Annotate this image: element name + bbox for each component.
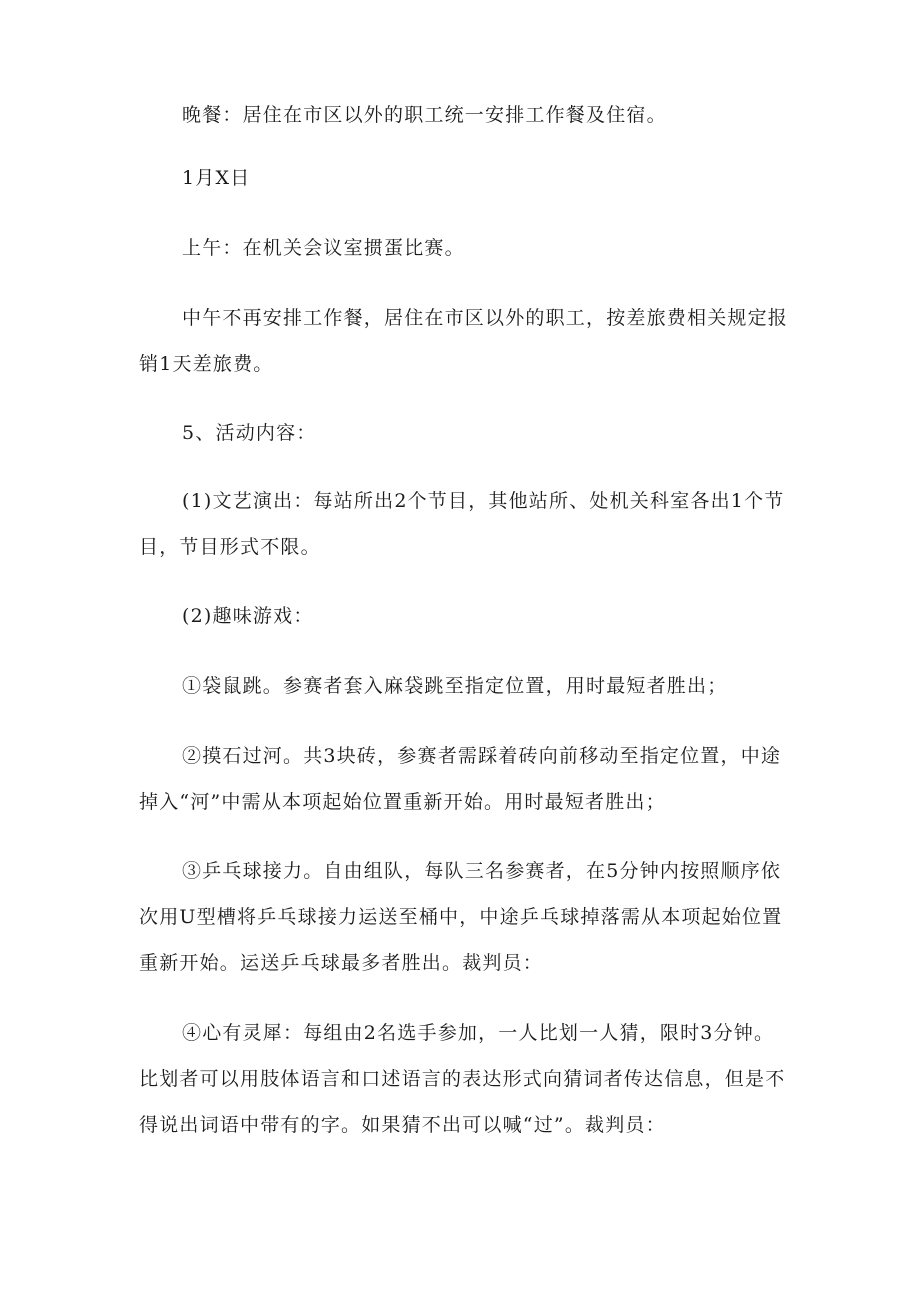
list-item-game-1: ①袋鼠跳。参赛者套入麻袋跳至指定位置，用时最短者胜出； bbox=[182, 675, 728, 697]
paragraph-performance: (1)文艺演出：每站所出2个节目，其他站所、处机关科室各出1个节目，节目形式不限。 bbox=[139, 490, 785, 558]
list-item-game-2: ②摸石过河。共3块砖，参赛者需踩着砖向前移动至指定位置，中途掉入“河”中需从本项起始位置重新开始。用时最短者胜出； bbox=[139, 745, 782, 813]
section-heading-activity-content: 5、活动内容： bbox=[182, 422, 317, 444]
paragraph-date: 1月X日 bbox=[182, 167, 251, 189]
section-heading-fun-games: (2)趣味游戏： bbox=[182, 605, 314, 627]
paragraph-morning: 上午：在机关会议室掼蛋比赛。 bbox=[182, 237, 465, 259]
paragraph-dinner: 晚餐：居住在市区以外的职工统一安排工作餐及住宿。 bbox=[182, 104, 667, 126]
list-item-game-4: ④心有灵犀：每组由2名选手参加，一人比划一人猜，限时3分钟。比划者可以用肢体语言和口述语言的表达形式向猜词者传达信息，但是不得说出词语中带有的字。如果猜不出可以喊“过”。裁判员： bbox=[139, 1022, 786, 1136]
paragraph-noon: 中午不再安排工作餐，居住在市区以外的职工，按差旅费相关规定报销1天差旅费。 bbox=[139, 307, 789, 375]
list-item-game-3: ③乒乓球接力。自由组队，每队三名参赛者，在5分钟内按照顺序依次用U型槽将乒乓球接力运送至桶中，中途乒乓球掉落需从本项起始位置重新开始。运送乒乓球最多者胜出。裁判员： bbox=[139, 860, 783, 974]
